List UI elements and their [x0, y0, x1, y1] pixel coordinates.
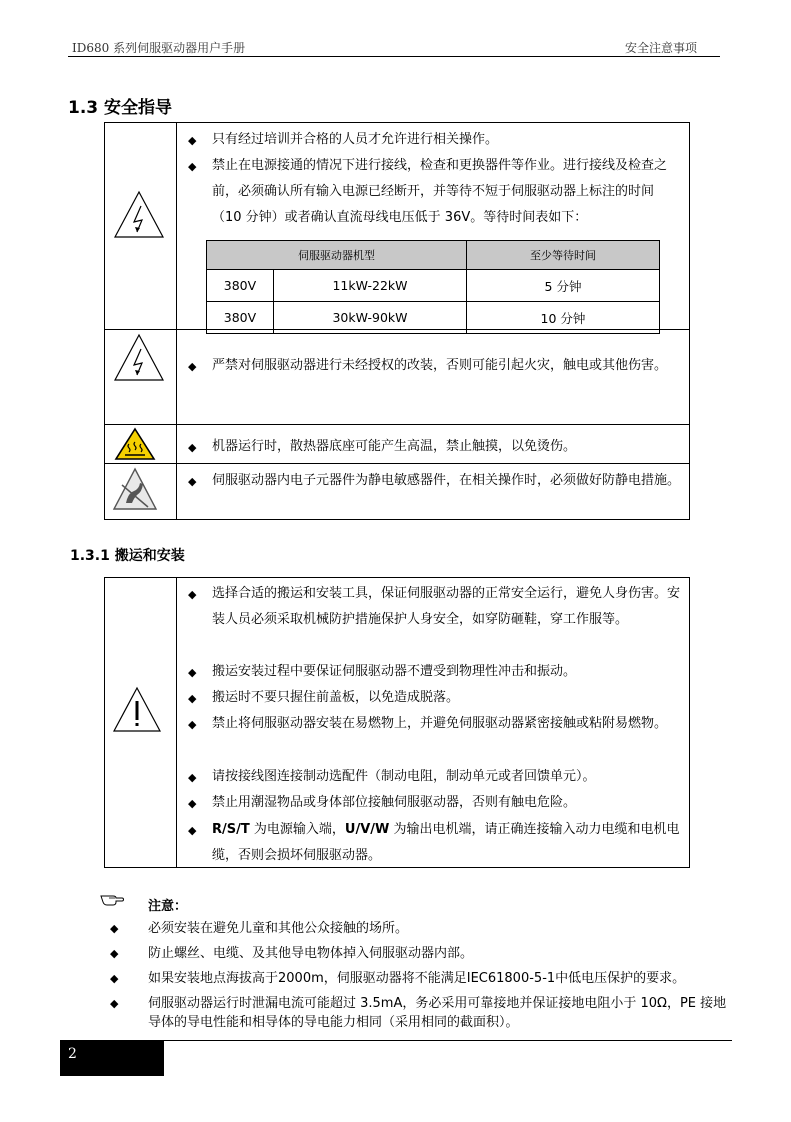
bullet-icon: ◆	[188, 441, 197, 454]
table-row	[207, 270, 660, 302]
safety-item: 机器运行时，散热器底座可能产生高温，禁止触摸，以免烫伤。	[212, 439, 577, 454]
bullet-icon: ◆	[110, 972, 119, 985]
handling-item: 搬运安装过程中要保证伺服驱动器不遭受到物理性冲击和振动。	[212, 664, 577, 679]
power-terminal-label: R/S/T	[212, 822, 250, 837]
safety-item: 伺服驱动器内电子元器件为静电敏感器件，在相关操作时，必须做好防静电措施。	[212, 473, 681, 488]
bullet-icon: ◆	[188, 797, 197, 810]
table-header: 至少等待时间	[467, 241, 660, 270]
wiring-text: 为输出电机端，请正确连接输入动力电缆和电机电缆，否则会损坏伺服驱动器。	[212, 822, 680, 863]
handling-item: 禁止用潮湿物品或身体部位接触伺服驱动器，否则有触电危险。	[212, 795, 577, 810]
safety-item: 严禁对伺服驱动器进行未经授权的改装，否则可能引起火灾，触电或其他伤害。	[212, 358, 668, 373]
table-cell: 11kW-22kW	[274, 270, 467, 302]
subsection-title: 1.3.1 搬运和安装	[70, 548, 185, 564]
table-cell: 5 分钟	[467, 270, 660, 302]
note-title: 注意：	[148, 899, 188, 914]
handling-item: 选择合适的搬运和安装工具，保证伺服驱动器的正常安全运行，避免人身伤害。安装人员必须采取机械防护措施保护人身安全，如穿防砸鞋，穿工作服等。	[212, 586, 681, 627]
safety-item: 只有经过培训并合格的人员才允许进行相关操作。	[212, 132, 499, 147]
row-divider	[104, 463, 690, 464]
table-cell: 380V	[207, 270, 274, 302]
icon-column-divider	[176, 577, 177, 868]
bullet-icon: ◆	[188, 824, 197, 837]
electric-shock-warning-icon	[113, 333, 165, 383]
handling-item: 禁止将伺服驱动器安装在易燃物上，并避免伺服驱动器紧密接触或粘附易燃物。	[212, 716, 668, 731]
bullet-icon: ◆	[188, 771, 197, 784]
esd-warning-icon	[112, 467, 158, 511]
bullet-icon: ◆	[188, 360, 197, 373]
header-section-title: 安全注意事项	[625, 41, 698, 55]
pointing-hand-icon	[100, 892, 124, 906]
header-manual-title: ID680 系列伺服驱动器用户手册	[72, 41, 246, 55]
wait-time-table	[206, 240, 660, 334]
header-divider	[68, 56, 720, 57]
bullet-icon: ◆	[110, 997, 119, 1010]
bullet-icon: ◆	[188, 160, 197, 173]
note-item: 防止螺丝、电缆、及其他导电物体掉入伺服驱动器内部。	[148, 946, 474, 961]
motor-terminal-label: U/V/W	[344, 822, 390, 837]
bullet-icon: ◆	[188, 475, 197, 488]
bullet-icon: ◆	[188, 718, 197, 731]
safety-item: 禁止在电源接通的情况下进行接线，检查和更换器件等作业。进行接线及检查之前，必须确认所有输入电源已经断开，并等待不短于伺服驱动器上标注的时间（10 分钟）或者确认直流母线电压低于 36V。等待时间表如下：	[212, 158, 668, 225]
bullet-icon: ◆	[188, 692, 197, 705]
page-number: 2	[68, 1046, 77, 1062]
wiring-text: 为电源输入端，	[249, 822, 345, 837]
bullet-icon: ◆	[110, 947, 119, 960]
table-cell: 10 分钟	[467, 302, 660, 334]
handling-item: 请按接线图连接制动选配件（制动电阻，制动单元或者回馈单元）。	[212, 769, 596, 784]
table-header: 伺服驱动器机型	[207, 241, 467, 270]
hot-surface-warning-icon	[114, 427, 156, 461]
section-title: 1.3 安全指导	[68, 98, 173, 118]
bullet-icon: ◆	[188, 666, 197, 679]
electric-shock-warning-icon	[113, 190, 165, 240]
note-item: 伺服驱动器运行时泄漏电流可能超过 3.5mA，务必采用可靠接地并保证接地电阻小于 10Ω，PE 接地导体的导电性能和相导体的导电能力相同（采用相同的截面积）。	[148, 996, 727, 1030]
note-item: 必须安装在避免儿童和其他公众接触的场所。	[148, 921, 409, 936]
icon-column-divider	[176, 122, 177, 520]
general-warning-icon	[112, 686, 162, 734]
bullet-icon: ◆	[188, 134, 197, 147]
note-item: 如果安装地点海拔高于2000m，伺服驱动器将不能满足IEC61800-5-1中低电压保护的要求。	[148, 971, 686, 986]
row-divider	[104, 424, 690, 425]
handling-item: 搬运时不要只握住前盖板，以免造成脱落。	[212, 690, 460, 705]
handling-item-wiring	[212, 817, 682, 869]
table-cell: 30kW-90kW	[274, 302, 467, 334]
table-cell: 380V	[207, 302, 274, 334]
bullet-icon: ◆	[188, 588, 197, 601]
table-row	[207, 302, 660, 334]
bullet-icon: ◆	[110, 922, 119, 935]
